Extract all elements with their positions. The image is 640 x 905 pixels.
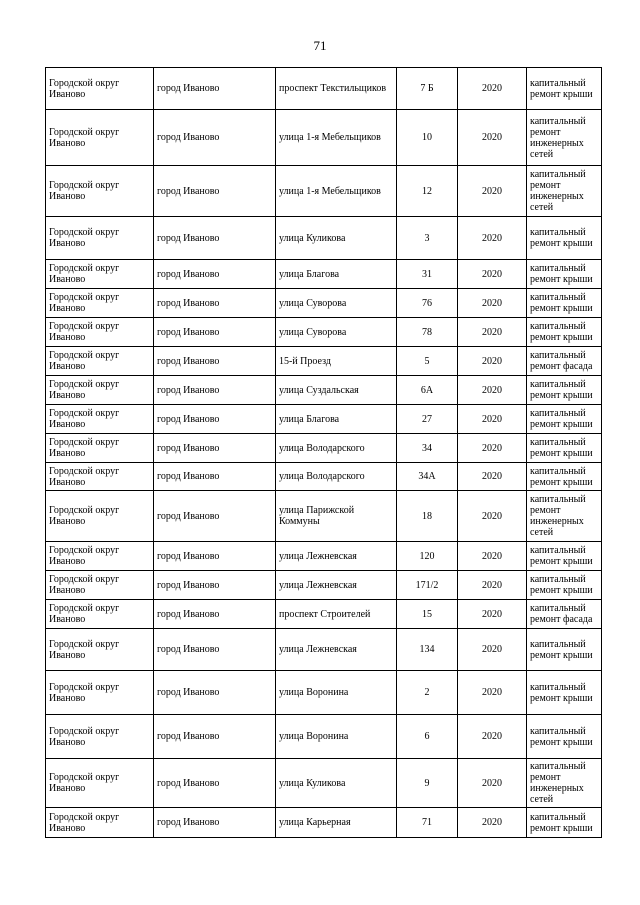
year-cell: 2020: [458, 671, 527, 715]
table-row: [46, 289, 602, 318]
table-row: [46, 759, 602, 808]
year-cell: 2020: [458, 715, 527, 759]
city-cell: город Иваново: [154, 542, 276, 571]
table-row: [46, 491, 602, 542]
year-cell: 2020: [458, 260, 527, 289]
work-type-cell: капитальный ремонт фасада: [527, 600, 602, 629]
city-cell: город Иваново: [154, 715, 276, 759]
house-number-cell: 6А: [397, 376, 458, 405]
city-cell: город Иваново: [154, 166, 276, 217]
district-cell: Городской округ Иваново: [46, 376, 154, 405]
city-cell: город Иваново: [154, 434, 276, 463]
page-number: 71: [313, 38, 327, 53]
work-type-cell: капитальный ремонт крыши: [527, 463, 602, 491]
house-number-cell: 9: [397, 759, 458, 808]
work-type-cell: капитальный ремонт фасада: [527, 347, 602, 376]
street-cell: проспект Текстильщиков: [276, 68, 397, 110]
house-number-cell: 34: [397, 434, 458, 463]
year-cell: 2020: [458, 571, 527, 600]
work-type-cell: капитальный ремонт крыши: [527, 715, 602, 759]
table-row: [46, 376, 602, 405]
district-cell: Городской округ Иваново: [46, 166, 154, 217]
year-cell: 2020: [458, 166, 527, 217]
district-cell: Городской округ Иваново: [46, 571, 154, 600]
city-cell: город Иваново: [154, 110, 276, 166]
house-number-cell: 18: [397, 491, 458, 542]
street-cell: улица Володарского: [276, 434, 397, 463]
street-cell: улица Куликова: [276, 759, 397, 808]
work-type-cell: капитальный ремонт крыши: [527, 434, 602, 463]
district-cell: Городской округ Иваново: [46, 542, 154, 571]
street-cell: улица Воронина: [276, 715, 397, 759]
table-row: [46, 600, 602, 629]
district-cell: Городской округ Иваново: [46, 217, 154, 260]
house-number-cell: 171/2: [397, 571, 458, 600]
street-cell: улица Воронина: [276, 671, 397, 715]
year-cell: 2020: [458, 217, 527, 260]
street-cell: улица Суздальская: [276, 376, 397, 405]
year-cell: 2020: [458, 405, 527, 434]
table-row: [46, 671, 602, 715]
work-type-cell: капитальный ремонт инженерных сетей: [527, 166, 602, 217]
table-body: [46, 68, 602, 838]
street-cell: улица 1-я Мебельщиков: [276, 110, 397, 166]
table-row: [46, 68, 602, 110]
year-cell: 2020: [458, 347, 527, 376]
district-cell: Городской округ Иваново: [46, 491, 154, 542]
year-cell: 2020: [458, 68, 527, 110]
table-row: [46, 260, 602, 289]
repair-registry-table: [45, 67, 602, 838]
city-cell: город Иваново: [154, 629, 276, 671]
house-number-cell: 31: [397, 260, 458, 289]
work-type-cell: капитальный ремонт крыши: [527, 571, 602, 600]
work-type-cell: капитальный ремонт крыши: [527, 289, 602, 318]
house-number-cell: 10: [397, 110, 458, 166]
street-cell: улица Благова: [276, 405, 397, 434]
district-cell: Городской округ Иваново: [46, 289, 154, 318]
year-cell: 2020: [458, 318, 527, 347]
house-number-cell: 7 Б: [397, 68, 458, 110]
district-cell: Городской округ Иваново: [46, 318, 154, 347]
house-number-cell: 5: [397, 347, 458, 376]
year-cell: 2020: [458, 110, 527, 166]
house-number-cell: 6: [397, 715, 458, 759]
year-cell: 2020: [458, 808, 527, 838]
table-row: [46, 571, 602, 600]
city-cell: город Иваново: [154, 289, 276, 318]
table-row: [46, 463, 602, 491]
district-cell: Городской округ Иваново: [46, 715, 154, 759]
street-cell: улица Благова: [276, 260, 397, 289]
work-type-cell: капитальный ремонт крыши: [527, 542, 602, 571]
district-cell: Городской округ Иваново: [46, 808, 154, 838]
district-cell: Городской округ Иваново: [46, 405, 154, 434]
table-row: [46, 318, 602, 347]
table-row: [46, 715, 602, 759]
work-type-cell: капитальный ремонт инженерных сетей: [527, 491, 602, 542]
work-type-cell: капитальный ремонт крыши: [527, 376, 602, 405]
city-cell: город Иваново: [154, 671, 276, 715]
house-number-cell: 27: [397, 405, 458, 434]
district-cell: Городской округ Иваново: [46, 759, 154, 808]
district-cell: Городской округ Иваново: [46, 347, 154, 376]
street-cell: проспект Строителей: [276, 600, 397, 629]
house-number-cell: 134: [397, 629, 458, 671]
city-cell: город Иваново: [154, 376, 276, 405]
table-row: [46, 217, 602, 260]
year-cell: 2020: [458, 600, 527, 629]
district-cell: Городской округ Иваново: [46, 600, 154, 629]
year-cell: 2020: [458, 434, 527, 463]
district-cell: Городской округ Иваново: [46, 68, 154, 110]
district-cell: Городской округ Иваново: [46, 671, 154, 715]
street-cell: улица 1-я Мебельщиков: [276, 166, 397, 217]
city-cell: город Иваново: [154, 217, 276, 260]
table-row: [46, 405, 602, 434]
city-cell: город Иваново: [154, 68, 276, 110]
district-cell: Городской округ Иваново: [46, 110, 154, 166]
district-cell: Городской округ Иваново: [46, 629, 154, 671]
house-number-cell: 15: [397, 600, 458, 629]
street-cell: 15-й Проезд: [276, 347, 397, 376]
street-cell: улица Лежневская: [276, 571, 397, 600]
table-row: [46, 110, 602, 166]
year-cell: 2020: [458, 629, 527, 671]
work-type-cell: капитальный ремонт инженерных сетей: [527, 759, 602, 808]
house-number-cell: 12: [397, 166, 458, 217]
house-number-cell: 78: [397, 318, 458, 347]
district-cell: Городской округ Иваново: [46, 434, 154, 463]
street-cell: улица Лежневская: [276, 542, 397, 571]
work-type-cell: капитальный ремонт крыши: [527, 68, 602, 110]
house-number-cell: 2: [397, 671, 458, 715]
house-number-cell: 76: [397, 289, 458, 318]
city-cell: город Иваново: [154, 318, 276, 347]
city-cell: город Иваново: [154, 260, 276, 289]
table-row: [46, 808, 602, 838]
city-cell: город Иваново: [154, 808, 276, 838]
work-type-cell: капитальный ремонт крыши: [527, 671, 602, 715]
year-cell: 2020: [458, 463, 527, 491]
city-cell: город Иваново: [154, 463, 276, 491]
street-cell: улица Карьерная: [276, 808, 397, 838]
street-cell: улица Суворова: [276, 318, 397, 347]
city-cell: город Иваново: [154, 600, 276, 629]
street-cell: улица Володарского: [276, 463, 397, 491]
work-type-cell: капитальный ремонт крыши: [527, 808, 602, 838]
year-cell: 2020: [458, 491, 527, 542]
work-type-cell: капитальный ремонт крыши: [527, 405, 602, 434]
street-cell: улица Куликова: [276, 217, 397, 260]
work-type-cell: капитальный ремонт крыши: [527, 318, 602, 347]
district-cell: Городской округ Иваново: [46, 463, 154, 491]
work-type-cell: капитальный ремонт крыши: [527, 217, 602, 260]
work-type-cell: капитальный ремонт крыши: [527, 260, 602, 289]
table-row: [46, 166, 602, 217]
table-row: [46, 434, 602, 463]
table-row: [46, 629, 602, 671]
street-cell: улица Суворова: [276, 289, 397, 318]
year-cell: 2020: [458, 376, 527, 405]
house-number-cell: 3: [397, 217, 458, 260]
year-cell: 2020: [458, 759, 527, 808]
city-cell: город Иваново: [154, 347, 276, 376]
city-cell: город Иваново: [154, 491, 276, 542]
table-row: [46, 542, 602, 571]
house-number-cell: 120: [397, 542, 458, 571]
city-cell: город Иваново: [154, 571, 276, 600]
work-type-cell: капитальный ремонт инженерных сетей: [527, 110, 602, 166]
district-cell: Городской округ Иваново: [46, 260, 154, 289]
year-cell: 2020: [458, 289, 527, 318]
house-number-cell: 34А: [397, 463, 458, 491]
city-cell: город Иваново: [154, 405, 276, 434]
house-number-cell: 71: [397, 808, 458, 838]
city-cell: город Иваново: [154, 759, 276, 808]
street-cell: улица Парижской Коммуны: [276, 491, 397, 542]
street-cell: улица Лежневская: [276, 629, 397, 671]
table-row: [46, 347, 602, 376]
year-cell: 2020: [458, 542, 527, 571]
work-type-cell: капитальный ремонт крыши: [527, 629, 602, 671]
